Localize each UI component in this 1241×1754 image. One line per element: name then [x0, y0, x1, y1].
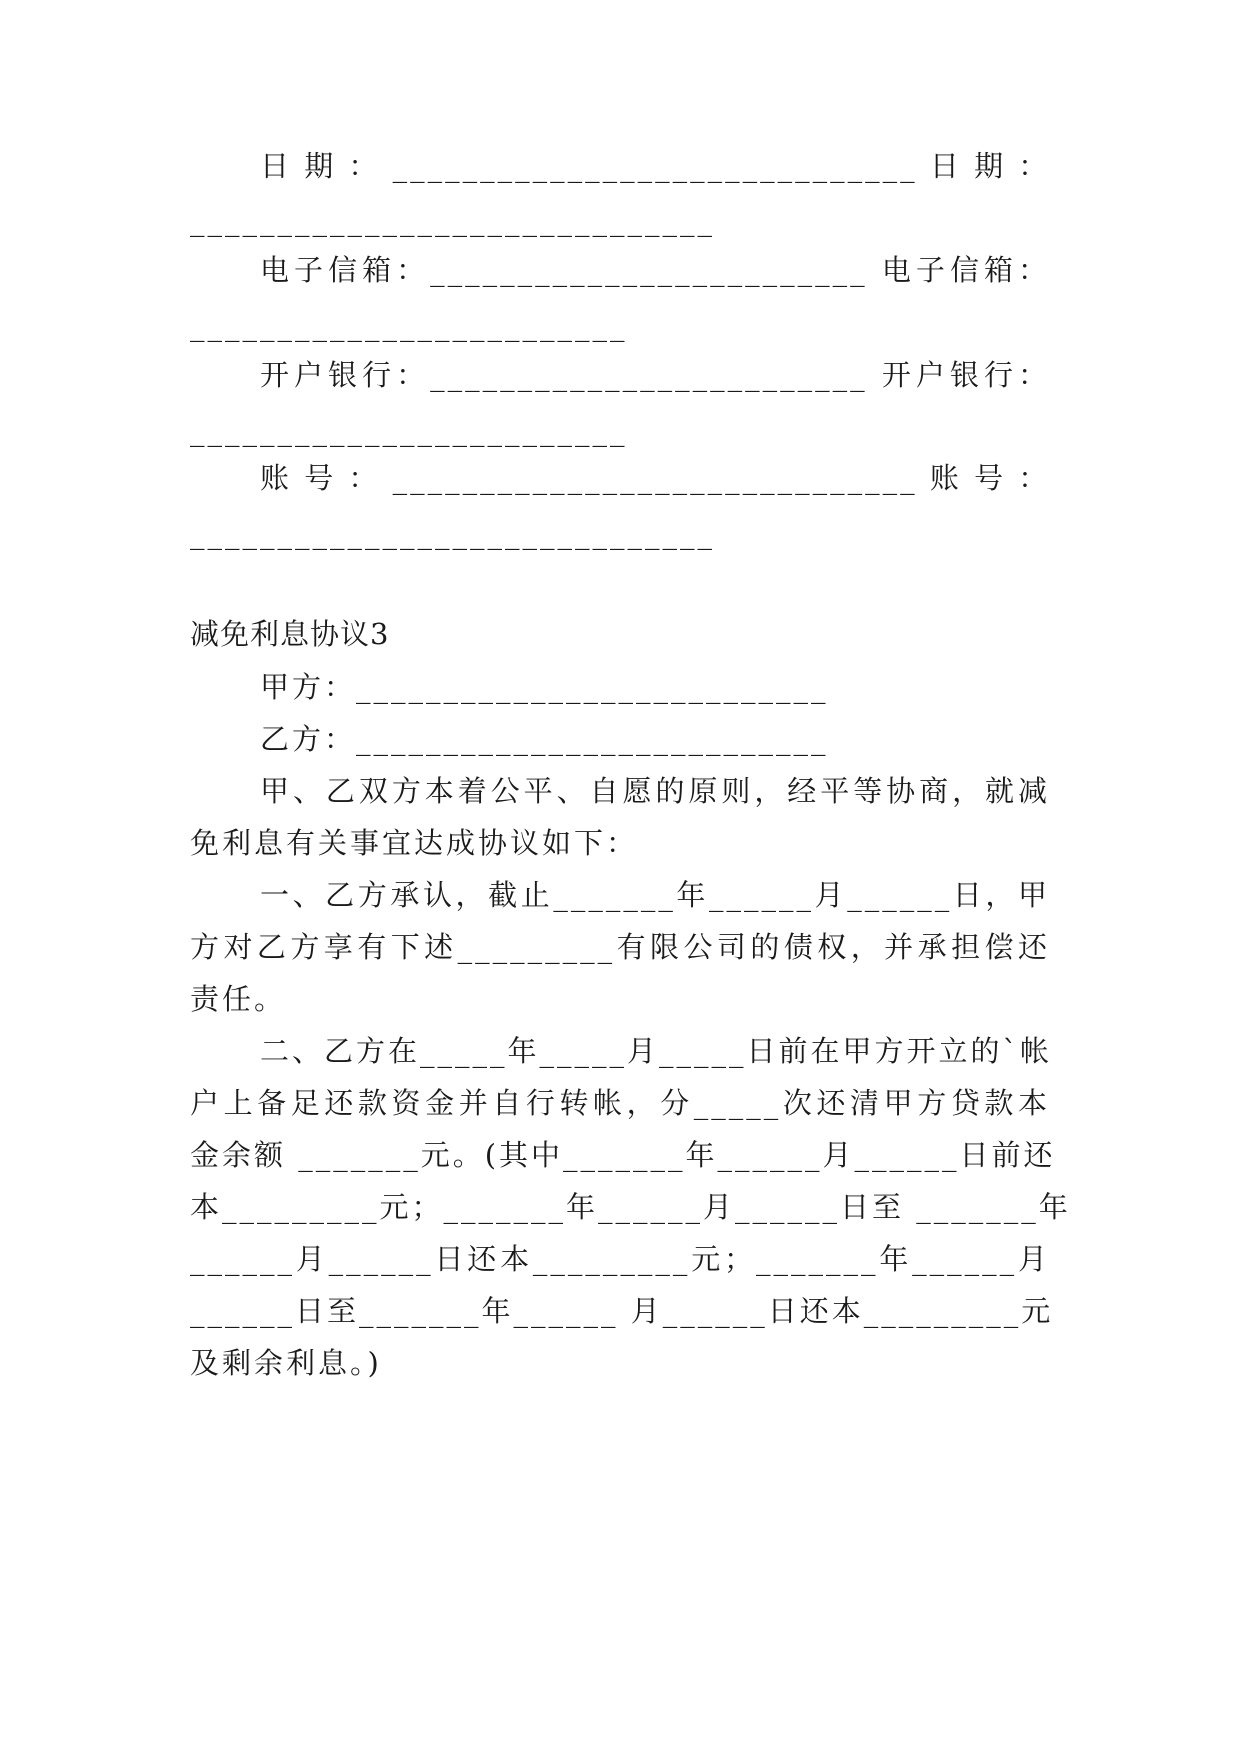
date-signature-continuation: ______________________________ — [190, 203, 715, 237]
clause-1-line-1: 一、乙方承认，截止_______年______月______日，甲 — [260, 878, 1050, 912]
clause-2-line-5: ______月______日还本_________元；_______年______月 — [190, 1242, 1050, 1276]
clause-2-line-1: 二、乙方在_____年_____月_____日前在甲方开立的`帐 — [260, 1034, 1053, 1068]
bank-signature-row: 开户银行：_________________________ 开户银行： — [260, 358, 1050, 392]
clause-2-line-2: 户上备足还款资金并自行转帐，分_____次还清甲方贷款本 — [190, 1086, 1050, 1120]
party-b-line: 乙方：___________________________ — [260, 722, 829, 756]
clause-2-line-7: 及剩余利息。) — [190, 1346, 382, 1380]
clause-2-line-3: 金余额 _______元。(其中_______年______月______日前还 — [190, 1138, 1056, 1172]
party-a-line: 甲方：___________________________ — [260, 670, 829, 704]
clause-2-line-4: 本_________元；_______年______月______日至 _______年 — [190, 1190, 1071, 1224]
intro-paragraph-line-2: 免利息有关事宜达成协议如下： — [190, 826, 639, 860]
date-signature-row: 日 期 ： ______________________________ 日 期 ： — [260, 149, 1051, 183]
email-signature-row: 电子信箱：_________________________ 电子信箱： — [260, 253, 1050, 287]
agreement-title: 减免利息协议3 — [190, 617, 390, 651]
email-signature-continuation: _________________________ — [190, 308, 628, 342]
clause-1-line-3: 责任。 — [190, 982, 287, 1016]
bank-signature-continuation: _________________________ — [190, 413, 628, 447]
clause-2-line-6: ______日至_______年______ 月______日还本_________元 — [190, 1294, 1054, 1328]
clause-1-line-2: 方对乙方享有下述_________有限公司的债权，并承担偿还 — [190, 930, 1050, 964]
account-signature-continuation: ______________________________ — [190, 516, 715, 550]
account-signature-row: 账 号 ： ______________________________ 账 号 ： — [260, 461, 1051, 495]
intro-paragraph-line-1: 甲、乙双方本着公平、自愿的原则，经平等协商，就减 — [260, 774, 1050, 808]
